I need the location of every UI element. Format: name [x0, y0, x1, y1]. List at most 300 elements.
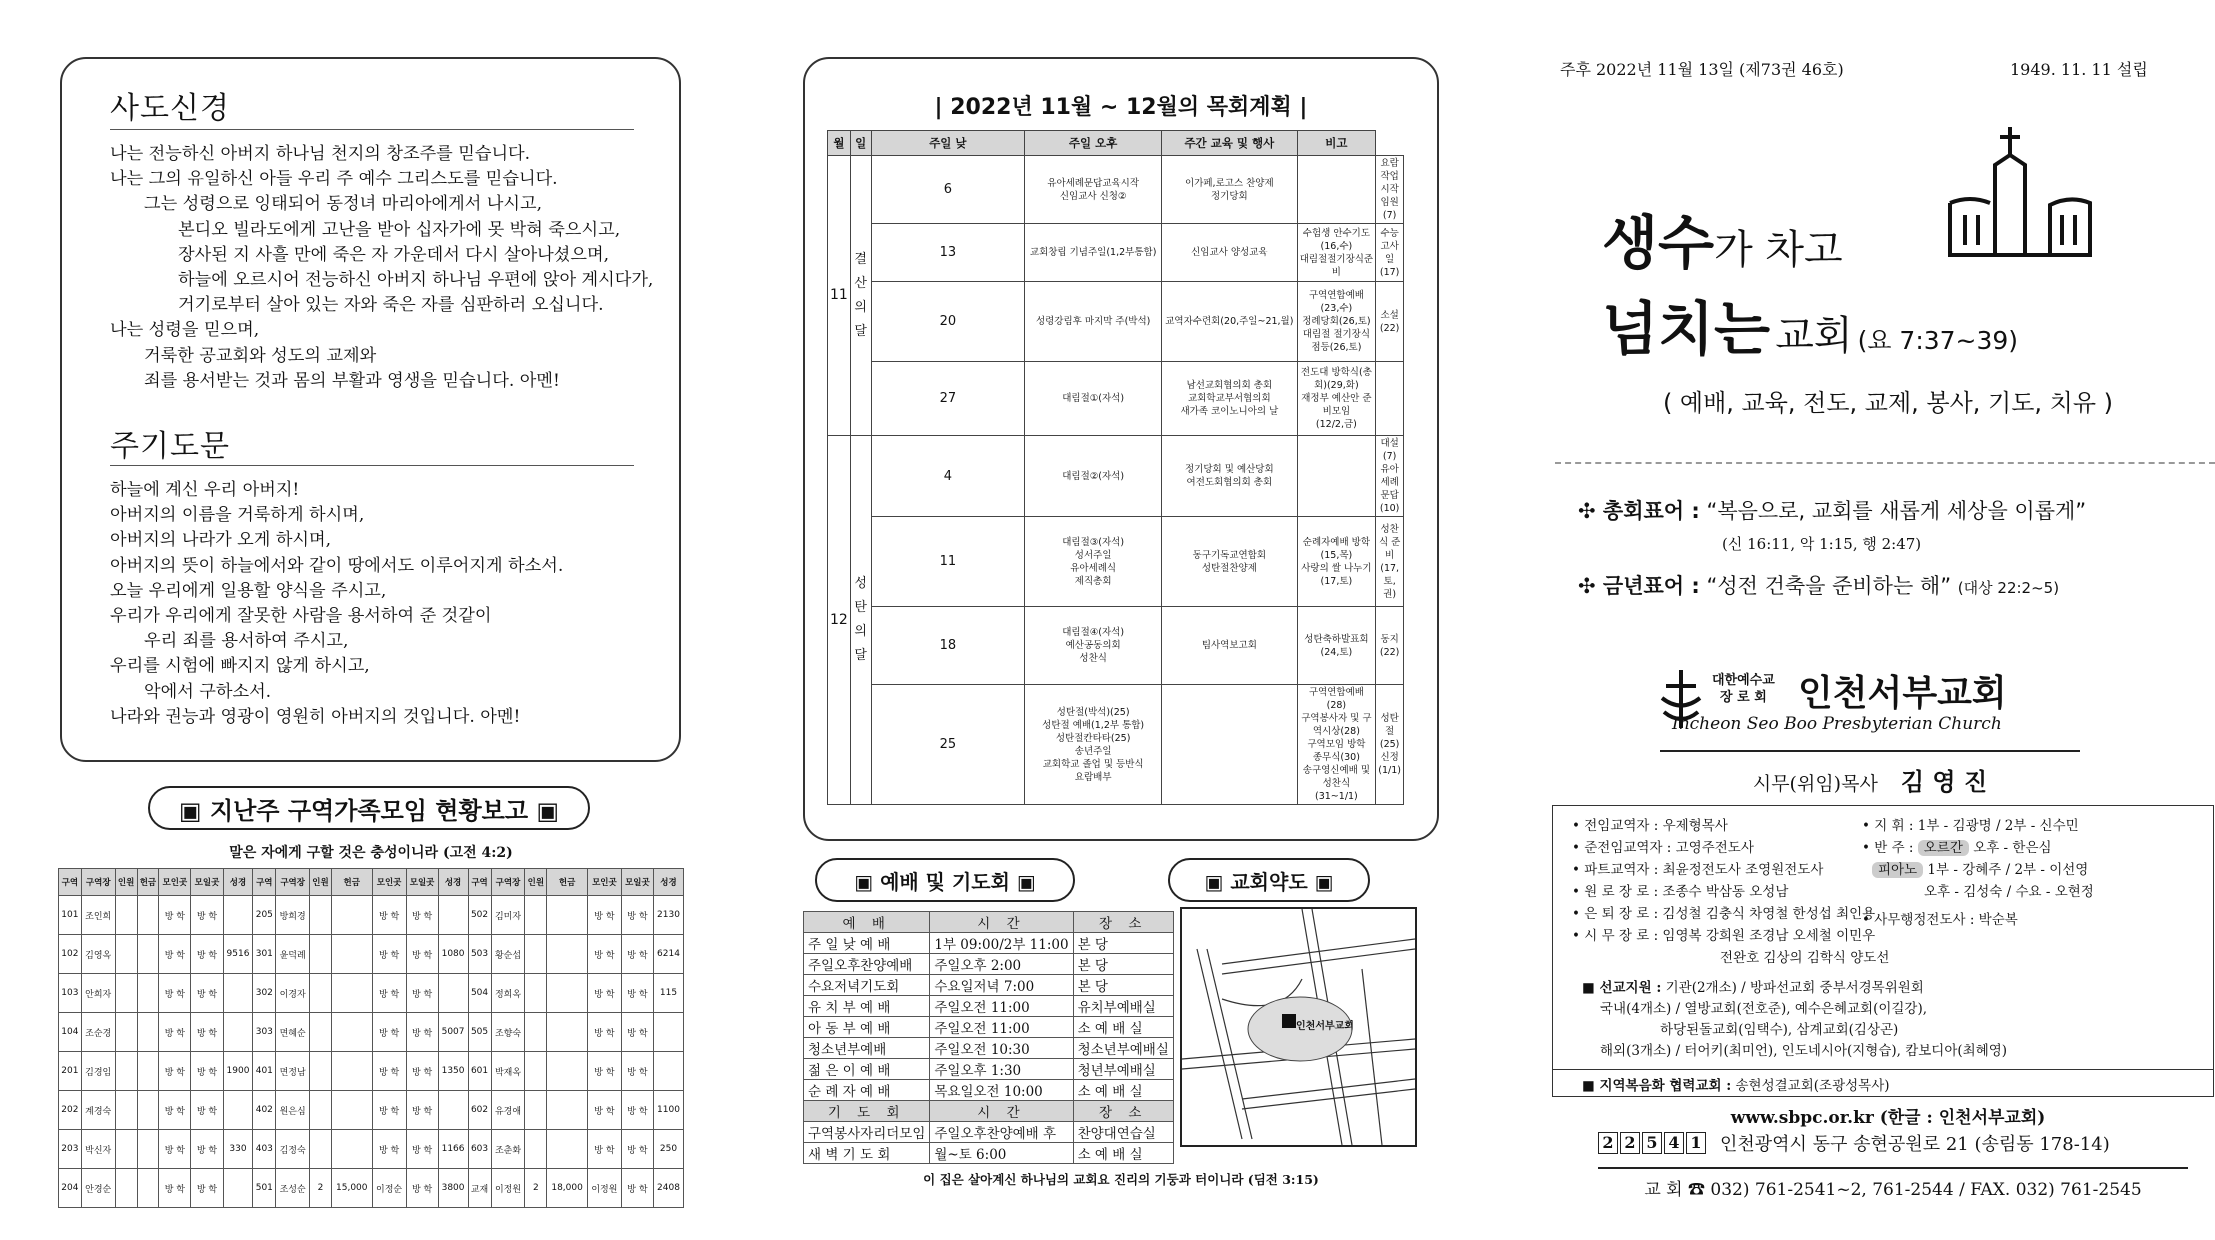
report-header-cell: 구역장 — [276, 869, 310, 896]
schedule-cell-line: (12/2,금) — [1315, 419, 1357, 430]
report-cell: 조춘화 — [491, 1130, 525, 1169]
report-cell: 방 학 — [372, 1130, 406, 1169]
report-header-cell: 성경 — [438, 869, 468, 896]
report-cell: 방 학 — [621, 896, 653, 935]
motto-ref: (요 7:37~39) — [1857, 326, 2019, 355]
report-cell — [223, 1091, 253, 1130]
prayer-line: 오늘 우리에게 일용할 양식을 주시고, — [110, 580, 387, 601]
report-cell — [547, 1091, 588, 1130]
report-cell — [115, 1130, 137, 1169]
church-building-icon — [1940, 125, 2100, 265]
report-cell: 황순섭 — [491, 935, 525, 974]
report-row — [59, 1091, 684, 1130]
report-cell: 김영옥 — [81, 935, 115, 974]
report-cell — [438, 1091, 468, 1130]
schedule-cell-line: 성서주일 — [1074, 549, 1112, 561]
services-cell: 젊 은 이 예 배 — [804, 1059, 930, 1080]
mission-line2: 국내(4개소) / 열방교회(전호준), 예수은혜교회(이길강), — [1600, 1001, 1928, 1017]
report-row — [59, 1130, 684, 1169]
prayer-line: 하늘에 계신 우리 아버지! — [110, 480, 300, 500]
local-church: 송현성결교회(조광성목사) — [1735, 1078, 1890, 1094]
services-cell: 1부 09:00/2부 11:00 — [930, 933, 1073, 954]
schedule-header-cell: 주간 교육 및 행사 — [1162, 131, 1297, 156]
services-cell: 찬양대연습실 — [1073, 1122, 1173, 1143]
report-header-cell: 구역 — [468, 869, 491, 896]
schedule-cell — [1162, 362, 1297, 436]
denomination — [1712, 672, 1775, 706]
report-cell — [223, 974, 253, 1013]
prayer-line: 나라와 권능과 영광이 영원히 아버지의 것입니다. 아멘! — [110, 706, 521, 727]
report-cell — [310, 1130, 332, 1169]
report-cell: 1080 — [438, 935, 468, 974]
report-cell — [137, 935, 159, 974]
map-church-label: 인천서부교회 — [1296, 1021, 1354, 1032]
services-row — [804, 954, 1174, 975]
report-header-cell: 모인곳 — [159, 869, 191, 896]
prayer-line: 아버지의 뜻이 하늘에서와 같이 땅에서도 이루어지게 하소서. — [110, 555, 564, 576]
schedule-cell-line: 종무식(30) — [1312, 752, 1360, 763]
services-cell: 수요저녁기도회 — [804, 975, 930, 996]
address: 인천광역시 동구 송현공원로 21 (송림동 178-14) — [1720, 1134, 2110, 1155]
services-footer: 이 집은 살아계신 하나님의 교회요 진리의 기둥과 터이니라 (딤전 3:15) — [923, 1172, 1319, 1187]
services-cell: 주일오전 11:00 — [930, 996, 1073, 1017]
report-cell: 방 학 — [372, 1052, 406, 1091]
issue-date: 주후 2022년 11월 13일 (제73권 46호) — [1560, 60, 1844, 79]
schedule-cell — [1297, 436, 1376, 517]
schedule-cell — [1162, 436, 1297, 517]
schedule-cell-line: 신정(1/1) — [1378, 752, 1401, 776]
report-cell: 방 학 — [159, 1091, 191, 1130]
report-cell: 2 — [310, 1169, 332, 1208]
report-cell: 1350 — [438, 1052, 468, 1091]
services-cell: 주 일 낮 예 배 — [804, 933, 930, 954]
report-cell — [331, 1130, 372, 1169]
right-divider — [1555, 462, 2215, 464]
schedule-row — [828, 282, 1404, 362]
schedule-table — [827, 130, 1404, 805]
schedule-cell-line: 정례당회(26,토) — [1302, 316, 1371, 327]
report-cell — [547, 1130, 588, 1169]
services-header-cell: 장 소 — [1073, 912, 1173, 933]
report-header-cell: 헌금 — [137, 869, 159, 896]
motto-line1 — [1602, 196, 1843, 280]
report-cell: 방 학 — [621, 1091, 653, 1130]
report-cell — [137, 896, 159, 935]
staff-line: • 은 퇴 장 로 : 김성철 김충식 차영철 한성섭 최인용 — [1572, 906, 1876, 922]
report-header-cell: 헌금 — [331, 869, 372, 896]
report-cell — [137, 1052, 159, 1091]
motto-line1a: 생수 — [1602, 209, 1715, 277]
schedule-row — [828, 607, 1404, 685]
creed-line: 나는 그의 유일하신 아들 우리 주 예수 그리스도를 믿습니다. — [110, 169, 558, 190]
schedule-cell — [1025, 282, 1162, 362]
report-cell: 방 학 — [159, 896, 191, 935]
report-cell — [525, 1052, 547, 1091]
report-cell: 방 학 — [406, 1052, 438, 1091]
report-cell — [115, 1091, 137, 1130]
year-motto-ref: (대상 22:2~5) — [1957, 579, 2060, 597]
report-cell: 방 학 — [587, 1091, 621, 1130]
schedule-cell-line: 성탄절찬양제 — [1201, 562, 1257, 574]
schedule-header-cell: 주일 오후 — [1025, 131, 1162, 156]
schedule-cell-line: 성탄절(박석)(25) — [1056, 706, 1130, 718]
schedule-cell — [1376, 607, 1404, 685]
creed-title: 사도신경 — [110, 91, 230, 126]
report-cell: 방 학 — [372, 1013, 406, 1052]
zip-digit: 2 — [1598, 1132, 1618, 1154]
report-cell: 9516 — [223, 935, 253, 974]
report-cell — [438, 974, 468, 1013]
report-cell: 2 — [525, 1169, 547, 1208]
schedule-cell-line: 동지(22) — [1379, 633, 1400, 658]
accompanist — [1862, 837, 2094, 859]
services-cell: 목요일오전 10:00 — [930, 1080, 1073, 1101]
schedule-day: 11 — [871, 517, 1025, 607]
schedule-cell-line: 사랑의 쌀 나누기(17,토) — [1301, 562, 1372, 587]
report-cell — [115, 974, 137, 1013]
schedule-season-char: 의 — [854, 299, 867, 315]
motto-line2b: 교회 — [1775, 313, 1853, 359]
report-cell: 330 — [223, 1130, 253, 1169]
report-header-cell: 헌금 — [547, 869, 588, 896]
report-row — [59, 896, 684, 935]
report-cell: 205 — [253, 896, 276, 935]
schedule-cell-line: 교회학교부서협의회 — [1188, 393, 1271, 404]
report-cell: 정희옥 — [491, 974, 525, 1013]
report-cell — [310, 896, 332, 935]
report-cell — [310, 1091, 332, 1130]
report-cell — [310, 935, 332, 974]
pastor — [1660, 750, 2080, 797]
report-cell — [115, 896, 137, 935]
report-cell: 1100 — [653, 1091, 683, 1130]
services-cell: 주일오후 2:00 — [930, 954, 1073, 975]
report-cell: 302 — [253, 974, 276, 1013]
schedule-cell — [1376, 517, 1404, 607]
staff-line: • 시 무 장 로 : 임영복 강희원 조경남 오세철 이민우 — [1572, 928, 1876, 944]
report-cell: 방 학 — [621, 1130, 653, 1169]
schedule-cell — [1297, 685, 1376, 805]
prayer-text — [110, 478, 563, 730]
report-cell: 이정원 — [491, 1169, 525, 1208]
schedule-row — [828, 362, 1404, 436]
report-cell — [137, 1169, 159, 1208]
schedule-season — [850, 436, 871, 805]
staff-line: • 파트교역자 : 최윤정전도사 조영원전도사 — [1572, 862, 1824, 878]
report-cell: 1900 — [223, 1052, 253, 1091]
schedule-cell-line: 구역봉사자 및 구역시상(28) — [1301, 713, 1372, 737]
report-cell: 방 학 — [587, 974, 621, 1013]
schedule-cell — [1025, 685, 1162, 805]
services-row — [804, 1038, 1174, 1059]
report-cell: 방 학 — [372, 896, 406, 935]
general-motto — [1578, 495, 2086, 525]
general-motto-ref: (신 16:11, 악 1:15, 행 2:47) — [1722, 535, 1922, 553]
services-cell: 주일오후 1:30 — [930, 1059, 1073, 1080]
report-cell — [438, 896, 468, 935]
schedule-header-cell: 비고 — [1297, 131, 1376, 156]
schedule-cell-line: 정기당회 — [1210, 190, 1248, 202]
report-cell — [525, 1091, 547, 1130]
schedule-header-row — [828, 131, 1404, 156]
schedule-cell — [1297, 607, 1376, 685]
schedule-cell-line: 수능고사일(17) — [1379, 227, 1400, 278]
report-cell: 방 학 — [406, 1091, 438, 1130]
report-cell: 504 — [468, 974, 491, 1013]
schedule-cell — [1025, 362, 1162, 436]
schedule-cell — [1162, 282, 1297, 362]
report-header-cell: 모일곳 — [621, 869, 653, 896]
services-cell: 소 예 배 실 — [1073, 1143, 1173, 1164]
report-cell: 503 — [468, 935, 491, 974]
report-header-cell: 인원 — [115, 869, 137, 896]
services-cell: 수요일저녁 7:00 — [930, 975, 1073, 996]
prayer-line: 우리를 시험에 빠지지 않게 하시고, — [110, 656, 370, 677]
organ-badge: 오르간 — [1918, 840, 1969, 856]
services-row — [804, 975, 1174, 996]
staff-list — [1572, 815, 1889, 969]
zip-digit: 4 — [1664, 1132, 1684, 1154]
report-cell — [223, 896, 253, 935]
prayer-line: 우리 죄를 용서하여 주시고, — [144, 631, 349, 652]
schedule-cell — [1297, 282, 1376, 362]
schedule-cell — [1376, 224, 1404, 282]
report-cell: 윤덕례 — [276, 935, 310, 974]
schedule-day: 25 — [871, 685, 1025, 805]
report-cell: 방 학 — [587, 896, 621, 935]
prayer-title-rule — [110, 465, 634, 466]
report-cell: 1166 — [438, 1130, 468, 1169]
schedule-cell-line: 송년주일 — [1074, 745, 1112, 757]
schedule-cell-line: 성령강림후 마지막 주(박석) — [1035, 316, 1151, 327]
report-cell — [525, 1013, 547, 1052]
report-cell: 2130 — [653, 896, 683, 935]
report-cell: 501 — [253, 1169, 276, 1208]
schedule-cell — [1376, 436, 1404, 517]
prayer-line: 아버지의 이름을 거룩하게 하시며, — [110, 505, 365, 526]
services-cell: 유 치 부 예 배 — [804, 996, 930, 1017]
mission-line3: 하당된돌교회(임택수), 삼계교회(김상곤) — [1660, 1022, 1899, 1038]
creed-line: 나는 성령을 믿으며, — [110, 320, 260, 341]
schedule-cell-line: 송구영신예배 및 성찬식 — [1302, 765, 1371, 789]
zip-digit: 1 — [1686, 1132, 1706, 1154]
schedule-cell-line: 팀사역보고회 — [1201, 640, 1257, 651]
schedule-cell-line: 예산공동의회 — [1065, 640, 1121, 651]
report-cell: 방 학 — [587, 1130, 621, 1169]
services-cell: 순 례 자 예 배 — [804, 1080, 930, 1101]
schedule-cell-line: 정기당회 및 예산당회 — [1185, 464, 1274, 475]
services-cell: 월~토 6:00 — [930, 1143, 1073, 1164]
report-cell: 조향숙 — [491, 1013, 525, 1052]
report-cell: 방 학 — [191, 1169, 223, 1208]
report-row — [59, 1052, 684, 1091]
schedule-cell-line: 제직총회 — [1074, 575, 1112, 587]
schedule-season-char: 탄 — [854, 600, 867, 615]
schedule-month: 12 — [828, 436, 851, 805]
report-header-cell: 구역 — [253, 869, 276, 896]
year-motto-label: ✣ 금년표어 : — [1578, 574, 1700, 598]
report-cell: 방 학 — [587, 1013, 621, 1052]
schedule-season-char: 산 — [854, 275, 867, 291]
admin-evangelist: • 사무행정전도사 : 박순복 — [1862, 912, 2018, 928]
schedule-row — [828, 224, 1404, 282]
report-header-row — [59, 869, 684, 896]
report-cell — [331, 1091, 372, 1130]
services-header-cell: 예 배 — [804, 912, 930, 933]
services-cell: 주일오전 11:00 — [930, 1017, 1073, 1038]
report-cell — [331, 1013, 372, 1052]
report-cell — [115, 1052, 137, 1091]
report-cell: 402 — [253, 1091, 276, 1130]
report-cell: 18,000 — [547, 1169, 588, 1208]
schedule-cell-line: 재정부 예산안 준비모임 — [1301, 393, 1372, 417]
services-row — [804, 933, 1174, 954]
report-cell: 방 학 — [191, 1091, 223, 1130]
schedule-cell — [1025, 436, 1162, 517]
services-row — [804, 1143, 1174, 1164]
report-cell — [525, 974, 547, 1013]
report-cell: 5007 — [438, 1013, 468, 1052]
report-cell: 방 학 — [159, 935, 191, 974]
creed-line: 거룩한 공교회와 성도의 교제와 — [144, 345, 377, 366]
report-cell: 박신자 — [81, 1130, 115, 1169]
schedule-cell-line: (31~1/1) — [1315, 791, 1358, 802]
report-cell: 203 — [59, 1130, 82, 1169]
schedule-cell-line: 수험생 안수기도(16,수) — [1302, 227, 1371, 252]
motto-line2 — [1602, 282, 2018, 366]
schedule-cell-line: 동구기독교연합회 — [1192, 549, 1267, 561]
schedule-header-cell: 월 — [828, 131, 851, 156]
services-header-cell: 시 간 — [930, 912, 1073, 933]
report-cell: 방 학 — [191, 974, 223, 1013]
schedule-cell-line: 남선교회협의회 총회 — [1186, 380, 1273, 391]
mission-line1: 기관(2개소) / 방파선교회 중부서경목위원회 — [1665, 980, 1924, 996]
report-cell: 6214 — [653, 935, 683, 974]
report-cell: 201 — [59, 1052, 82, 1091]
local-partner — [1552, 1069, 2214, 1094]
schedule-cell — [1162, 685, 1297, 805]
schedule-cell-line: 유아세례식 — [1070, 562, 1117, 574]
report-cell: 505 — [468, 1013, 491, 1052]
schedule-day: 18 — [871, 607, 1025, 685]
schedule-cell-line: 성찬식 준비 — [1378, 523, 1401, 561]
church-name: 인천서부교회 — [1798, 673, 2007, 714]
report-cell — [115, 1013, 137, 1052]
report-header-cell: 인원 — [525, 869, 547, 896]
schedule-cell — [1162, 156, 1297, 224]
founded-date: 1949. 11. 11 설립 — [2010, 60, 2148, 79]
report-cell — [653, 1052, 683, 1091]
report-cell: 방 학 — [406, 1169, 438, 1208]
schedule-row — [828, 436, 1404, 517]
schedule-header-cell: 일 — [850, 131, 871, 156]
schedule-cell — [1376, 282, 1404, 362]
report-header-cell: 구역장 — [81, 869, 115, 896]
services-header-cell: 장 소 — [1073, 1101, 1173, 1122]
report-cell: 601 — [468, 1052, 491, 1091]
report-header-cell: 인원 — [310, 869, 332, 896]
services-header-cell: 시 간 — [930, 1101, 1073, 1122]
motto-line2a: 넘치는 — [1602, 295, 1771, 363]
schedule-cell-line: 소설(22) — [1379, 309, 1400, 334]
services-cell: 주일오후찬양예배 — [804, 954, 930, 975]
report-cell: 401 — [253, 1052, 276, 1091]
report-cell: 김정숙 — [276, 1130, 310, 1169]
conductor: • 지 휘 : 1부 - 김광명 / 2부 - 신수민 — [1862, 818, 2079, 834]
report-cell: 방 학 — [159, 1052, 191, 1091]
mission-line4: 해외(3개소) / 터어키(최미언), 인도네시아(지형습), 캄보디아(최혜영) — [1600, 1043, 2008, 1059]
prayer-line: 우리가 우리에게 잘못한 사람을 용서하여 준 것같이 — [110, 606, 492, 627]
schedule-season — [850, 156, 871, 436]
report-cell: 204 — [59, 1169, 82, 1208]
services-cell: 본 당 — [1073, 975, 1173, 996]
report-cell: 603 — [468, 1130, 491, 1169]
schedule-cell-line: 성탄절칸타타(25) — [1055, 732, 1131, 744]
creed-line: 나는 전능하신 아버지 하나님 천지의 창조주를 믿습니다. — [110, 144, 531, 164]
report-cell: 면혜순 — [276, 1013, 310, 1052]
schedule-cell-line: 이가페,로고스 찬양제 — [1185, 177, 1274, 189]
services-cell: 주일오전 10:30 — [930, 1038, 1073, 1059]
schedule-cell-line: 교회학교 졸업 및 등반식 — [1042, 758, 1144, 770]
report-cell: 방 학 — [406, 896, 438, 935]
church-map — [1180, 907, 1417, 1147]
address-row — [1598, 1130, 2110, 1156]
schedule-cell-line: 대림절②(자석) — [1062, 470, 1125, 482]
report-cell: 115 — [653, 974, 683, 1013]
schedule-cell-line: 임원(7) — [1380, 197, 1399, 221]
report-cell: 조인희 — [81, 896, 115, 935]
report-row — [59, 935, 684, 974]
report-cell: 방 학 — [372, 974, 406, 1013]
schedule-cell-line: 교역자수련회(20,주일~21,월) — [1165, 316, 1294, 327]
schedule-row — [828, 156, 1404, 224]
report-cell: 303 — [253, 1013, 276, 1052]
report-cell: 102 — [59, 935, 82, 974]
schedule-day: 4 — [871, 436, 1025, 517]
services-cell: 구역봉사자리더모임 — [804, 1122, 930, 1143]
report-header-cell: 모인곳 — [587, 869, 621, 896]
staff-line: • 원 로 장 로 : 조종수 박삼동 오성남 — [1572, 884, 1789, 900]
pastor-name: 김 영 진 — [1900, 768, 1988, 796]
schedule-cell-line: 순례자예배 방학(15,목) — [1302, 536, 1371, 561]
zip-digit: 2 — [1620, 1132, 1640, 1154]
schedule-cell-line: 교회창립 기념주일(1,2부통합) — [1029, 247, 1157, 258]
schedule-cell — [1162, 607, 1297, 685]
report-cell: 방 학 — [621, 974, 653, 1013]
schedule-cell-line: (17,토,권) — [1380, 562, 1400, 600]
report-cell: 방 학 — [159, 1130, 191, 1169]
schedule-cell — [1025, 607, 1162, 685]
schedule-cell — [1025, 156, 1162, 224]
report-cell: 교재 — [468, 1169, 491, 1208]
services-cell: 새 벽 기 도 회 — [804, 1143, 930, 1164]
report-cell — [331, 935, 372, 974]
report-cell — [137, 974, 159, 1013]
services-header-row — [804, 912, 1174, 933]
creed-line: 본디오 빌라도에게 고난을 받아 십자가에 못 박혀 죽으시고, — [178, 219, 621, 240]
schedule-cell-line: 유아세례문답교육시작 — [1047, 177, 1140, 189]
piano — [1862, 859, 2094, 881]
creed-title-rule — [110, 129, 634, 130]
church-english-name: Incheon Seo Boo Presbyterian Church — [1672, 714, 2002, 734]
schedule-cell-line: 대림절④(자석) — [1062, 627, 1125, 638]
map-title: ▣ 교회약도 ▣ — [1168, 858, 1370, 902]
report-row — [59, 1169, 684, 1208]
report-cell — [115, 1169, 137, 1208]
services-cell: 청년부예배실 — [1073, 1059, 1173, 1080]
report-cell: 301 — [253, 935, 276, 974]
report-cell: 방 학 — [159, 1169, 191, 1208]
